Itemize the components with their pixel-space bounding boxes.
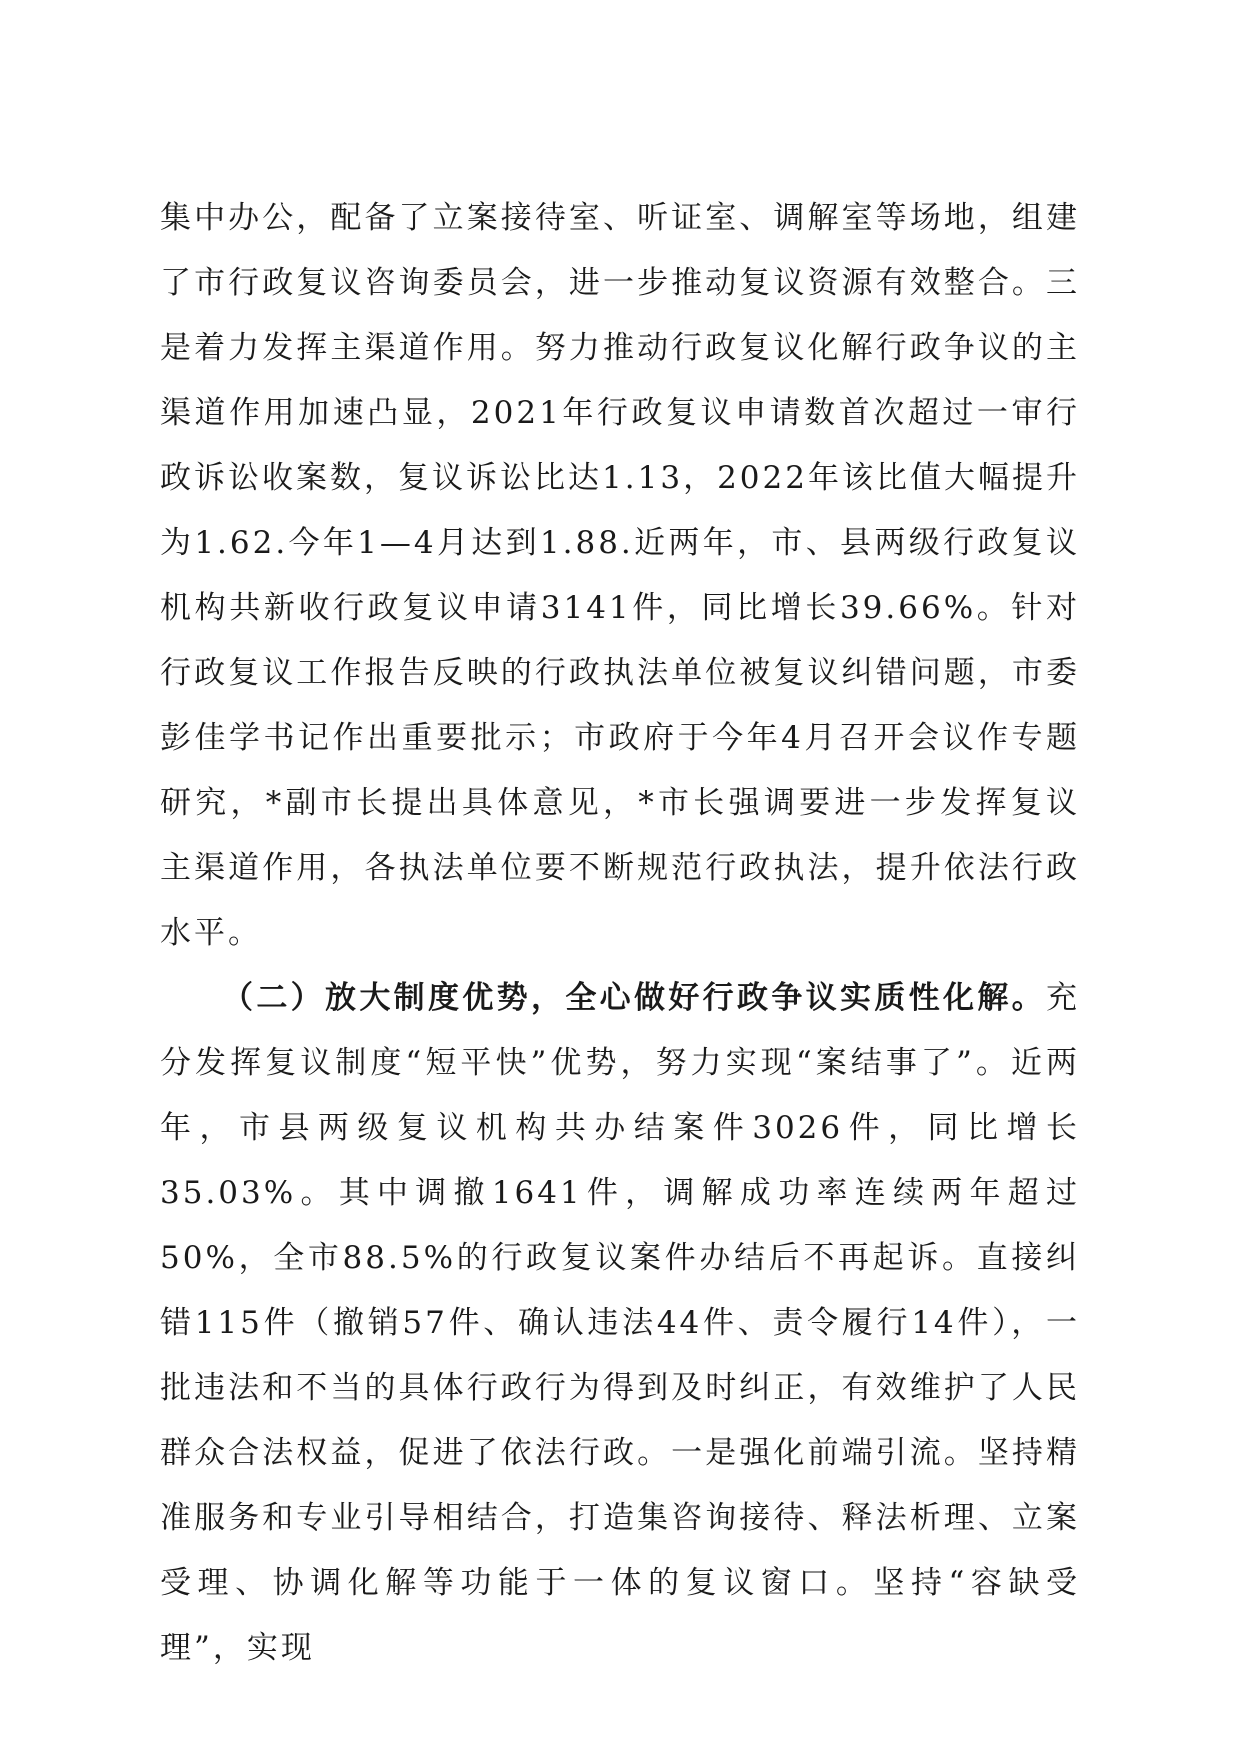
section-2-body: 充分发挥复议制度“短平快”优势，努力实现“案结事了”。近两年，市县两级复议机构共办结案件3026件，同比增长35.03%。其中调撤1641件，调解成功率连续两年超过50%，全市88.5%的行政复议案件办结后不再起诉。直接纠错115件（撤销57件、确认违法44件、责令履行14件），一批违法和不当的具体行政行为得到及时纠正，有效维护了人民群众合法权益，促进了依法行政。一是强化前端引流。坚持精准服务和专业引导相结合，打造集咨询接待、释法析理、立案受理、协调化解等功能于一体的复议窗口。坚持“容缺受理”，实现	[160, 980, 1080, 1666]
document-body	[160, 186, 1080, 1681]
section-2-heading: （二）放大制度优势，全心做好行政争议实质性化解。	[222, 980, 1046, 1016]
paragraph-continued: 集中办公，配备了立案接待室、听证室、调解室等场地，组建了市行政复议咨询委员会，进一步推动复议资源有效整合。三是着力发挥主渠道作用。努力推动行政复议化解行政争议的主渠道作用加速凸显，2021年行政复议申请数首次超过一审行政诉讼收案数，复议诉讼比达1.13，2022年该比值大幅提升为1.62.今年1—4月达到1.88.近两年，市、县两级行政复议机构共新收行政复议申请3141件，同比增长39.66%。针对行政复议工作报告反映的行政执法单位被复议纠错问题，市委彭佳学书记作出重要批示；市政府于今年4月召开会议作专题研究，*副市长提出具体意见，*市长强调要进一步发挥复议主渠道作用，各执法单位要不断规范行政执法，提升依法行政水平。	[160, 200, 1080, 951]
section-2-paragraph	[160, 966, 1080, 1681]
